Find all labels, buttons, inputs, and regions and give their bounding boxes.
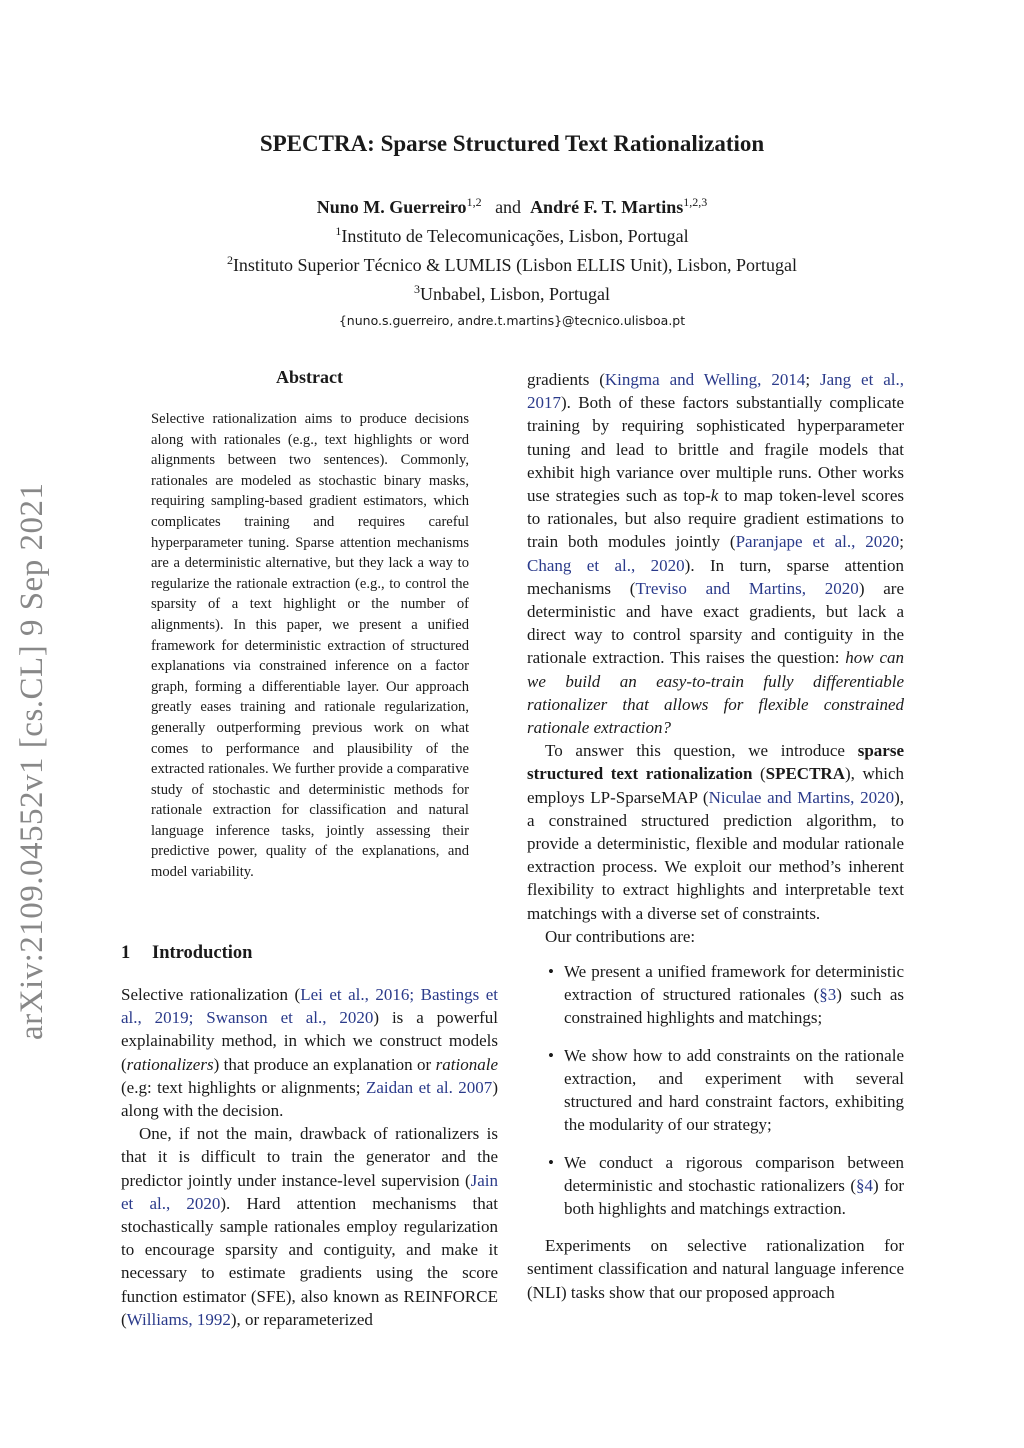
affiliation: $^1$Instituto de Telecomunicações, Lisbon, Portugal	[335, 224, 689, 246]
paragraph: To answer this question, we introduce sparse structured text rationalization (SPECTRA), which employs LP-SparseMAP (Niculae and Martins, 2020), a constrained structured prediction algorithm, to provide a deterministic, flexible and modular rationale extraction process. We exploit our method’s inherent flexibility to extract highlights and interpretable text matchings with a diverse set of constraints.	[527, 741, 905, 923]
method-name-word: structured	[527, 764, 604, 784]
paragraph: Selective rationalization (Lei et al., 2016; Bastings et al., 2019; Swanson et al., 2020) is a powerful explainability method, in which we construct models (rationalizers) that produce an explanation or rationale (e.g: text highlights or alignments; Zaidan et al. 2007) along with the decision.	[121, 985, 499, 1121]
author-affiliation-marker: 1,2,3	[683, 195, 708, 209]
citation-link[interactable]: Paranjape et al., 2020	[735, 532, 900, 552]
paragraph: Experiments on selective rationalization for sentiment classification and natural language inference (NLI) tasks show that our proposed approach	[527, 1236, 904, 1302]
paragraph: One, if not the main, drawback of rationalizers is that it is difficult to train the generator and the predictor jointly under instance-level supervision (Jain et al., 2020). Hard attention mechanisms that stochastically sample rationales employ regularization to encourage sparsity and contiguity, and make it necessary to estimate gradients using the score function estimator (SFE), also known as REINFORCE (Williams, 1992), or reparameterized	[121, 1124, 498, 1329]
citation-link[interactable]: Jang et al., 2017	[527, 370, 905, 413]
citation-link[interactable]: Lei et al., 2016; Bastings et al., 2019; Swanson et al., 2020	[121, 985, 498, 1028]
list-item: • We present a unified framework for deterministic extraction of structured rationales (§3) such as constrained highlights and matchings;	[548, 962, 904, 1028]
citation-link[interactable]: Kingma and Welling, 2014	[604, 370, 806, 389]
section-title: Introduction	[152, 943, 253, 963]
paragraph: Our contributions are:	[545, 926, 696, 946]
research-question: how can we build an easy-to-train fully differentiable rationalizer that allows for flexible constrained rationale extraction?	[527, 648, 904, 738]
paragraph: gradients (Kingma and Welling, 2014; Jang et al., 2017). Both of these factors substantially complicate training by requiring sophisticated hyperparameter tuning and lead to brittle and fragile models that exhibit high variance over multiple runs. Other works use strategies such as top-k to map token-level scores to rationales, but also require gradient estimations to train both modules jointly (Paranjape et al., 2020; Chang et al., 2020). In turn, sparse attention mechanisms (Treviso and Martins, 2020) are deterministic and have exact gradients, but lack a direct way to control sparsity and contiguity in the rationale extraction. This raises the question: how can we build an easy-to-train fully differentiable rationalizer that allows for flexible constrained rationale extraction?	[527, 370, 905, 738]
citation-link[interactable]: Jain et al., 2020	[121, 1170, 498, 1213]
list-item: • We conduct a rigorous comparison between deterministic and stochastic rationalizers (§4) for both highlights and matchings extraction.	[548, 1152, 904, 1218]
method-name-word: rationalization	[645, 764, 753, 784]
paper-title: SPECTRA: Sparse Structured Text Rationalization	[259, 131, 765, 156]
section-heading	[121, 943, 252, 964]
method-acronym: SPECTRA	[765, 764, 845, 784]
section-number: 1	[121, 943, 131, 963]
method-name-word: text	[610, 764, 639, 784]
bullet-marker: •	[548, 962, 554, 982]
author-conjunction: and	[495, 197, 522, 217]
introduction-body	[121, 983, 498, 1331]
author-name: André F. T. Martins	[530, 197, 684, 217]
list-item: • We show how to add constraints on the rationale extraction, and experiment with several structured and hard constraint factors, exhibiting the modularity of our strategy;	[548, 1045, 904, 1135]
citation-link[interactable]: Chang et al., 2020	[527, 555, 685, 575]
affiliation: $^3$Unbabel, Lisbon, Portugal	[414, 282, 610, 304]
citation-link[interactable]: Treviso and Martins, 2020	[635, 578, 859, 598]
author-block	[0, 190, 1024, 333]
right-column-body	[527, 368, 904, 1304]
abstract-text: Selective rationalization aims to produce decisions along with rationales (e.g., text highlights or word alignments between two sentences). Commonly, rationales are modeled as stochastic binary masks, requiring sampling-based gradient estimators, which complicates training and requires careful hyperparameter tuning. Sparse attention mechanisms are a deterministic alternative, but they lack a way to regularize the rationale extraction (e.g., to control the sparsity of a text highlight or the number of alignments). In this paper, we present a unified framework for deterministic extraction of structured explanations via constrained inference on a factor graph, forming a differentiable layer. Our approach greatly eases training and rationale regularization, generally outperforming previous work on what comes to performance and plausibility of the extracted rationales. We further provide a comparative study of stochastic and deterministic methods for rationale extraction for classification and natural language inference tasks, jointly assessing their predictive power, quality of the explanations, and model variability.	[151, 411, 469, 881]
author-affiliation-marker: 1,2	[466, 195, 482, 209]
contributions-list	[527, 960, 904, 1220]
citation-link[interactable]: Zaidan et al. 2007	[365, 1077, 493, 1097]
citation-link[interactable]: Williams, 1992	[126, 1309, 231, 1329]
citation-link[interactable]: Niculae and Martins, 2020	[708, 787, 895, 807]
author-name: Nuno M. Guerreiro	[316, 197, 467, 217]
bullet-marker: •	[548, 1152, 554, 1172]
affiliation: $^2$Instituto Superior Técnico & LUMLIS (Lisbon ELLIS Unit), Lisbon, Portugal	[226, 253, 798, 275]
section-reference-link[interactable]: §4	[856, 1175, 874, 1195]
section-reference-link[interactable]: §3	[819, 985, 837, 1005]
arxiv-identifier-stamp: arXiv:2109.04552v1 [cs.CL] 9 Sep 2021	[14, 482, 50, 1040]
bullet-marker: •	[548, 1045, 554, 1065]
method-name-word: sparse	[857, 741, 904, 761]
abstract-heading: Abstract	[276, 367, 343, 387]
author-emails: {nuno.s.guerreiro, andre.t.martins}@tecnico.ulisboa.pt	[338, 313, 686, 328]
